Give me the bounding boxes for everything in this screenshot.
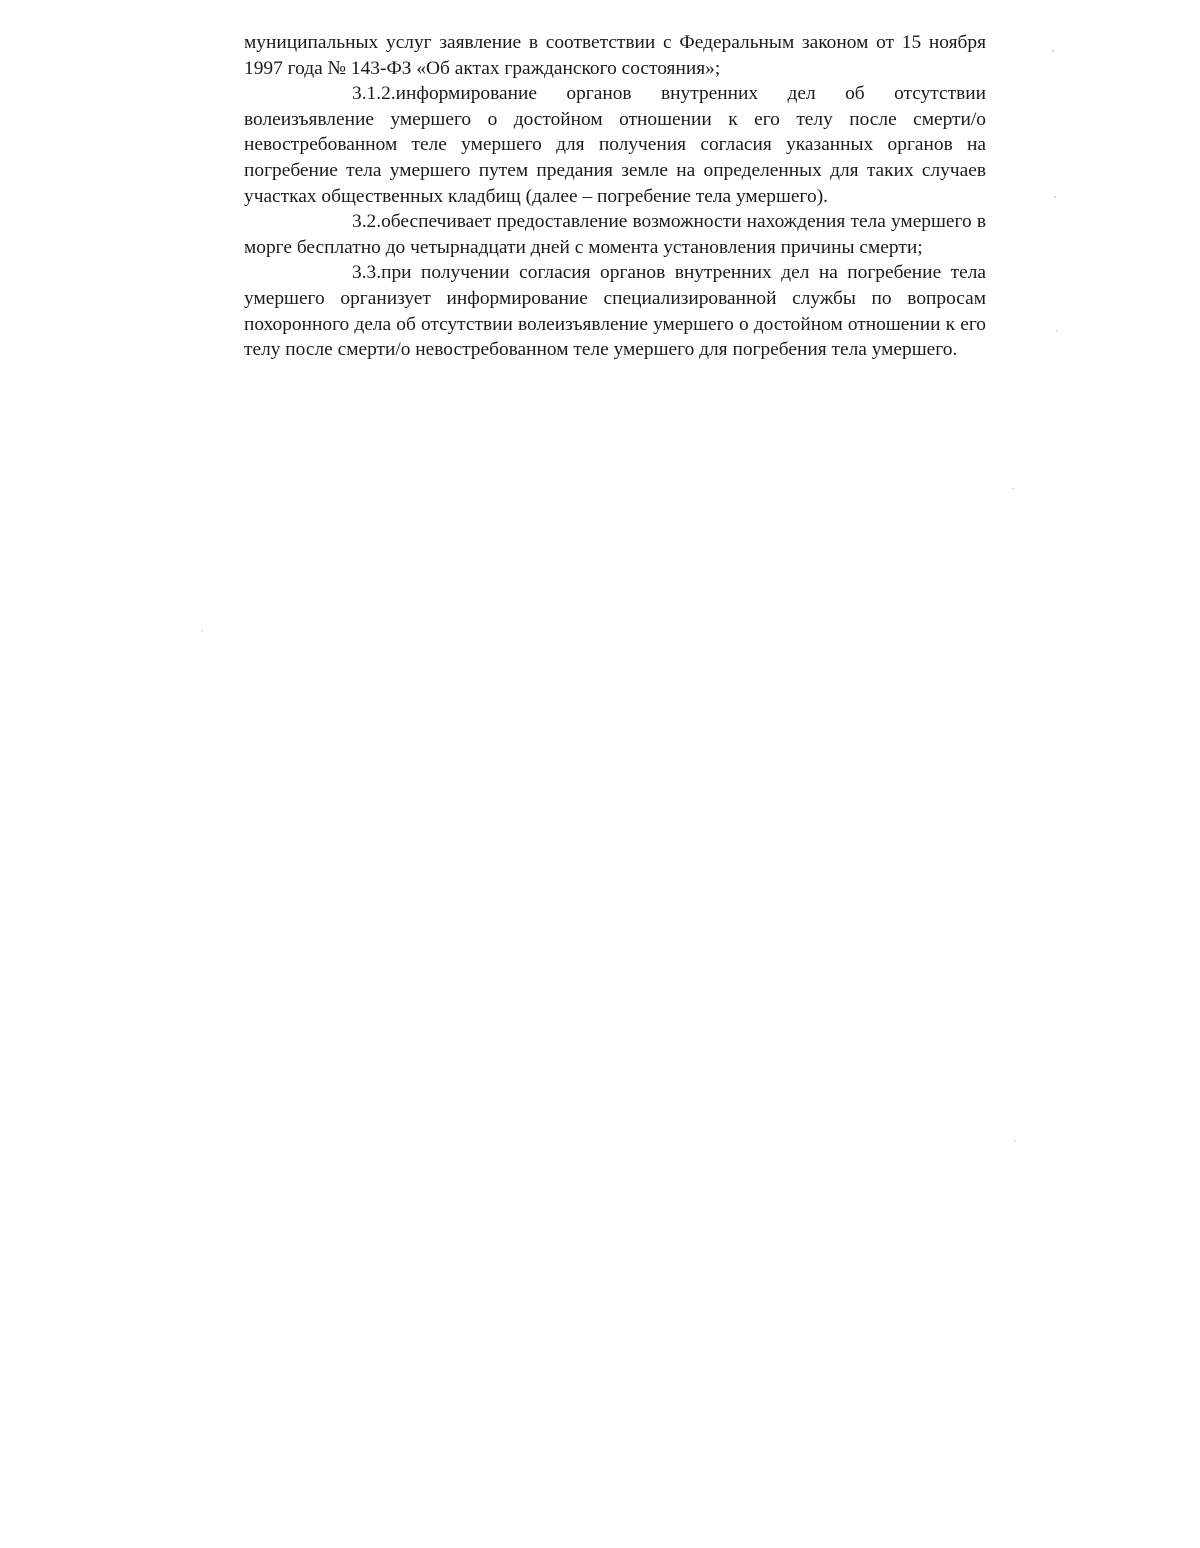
paragraph-text: обеспечивает предоставление возможности нахождения тела умершего в морге бесплатно до четырнадцати дней с момента установления причины смерти;: [244, 211, 986, 258]
paragraph-number: 3.1.2.: [352, 83, 396, 105]
document-body: [244, 30, 986, 363]
scan-speck: [1054, 196, 1056, 198]
scan-speck: [1012, 488, 1014, 489]
scan-speck: [1014, 1140, 1016, 1141]
scan-speck: [202, 630, 203, 632]
paragraph-3-3: [244, 260, 986, 362]
scan-speck: [1052, 50, 1054, 52]
paragraph-number: 3.2.: [352, 211, 382, 233]
scan-speck: [1056, 330, 1057, 332]
paragraph-3-2: [244, 209, 986, 260]
paragraph-text: при получении согласия органов внутренних дел на погребение тела умершего организует информирование специализированной службы по вопросам похоронного дела об отсутствии волеизъявление умершего о достойном отношении к его телу после смерти/о невостребованном теле умершего для погребения тела умершего.: [244, 262, 986, 361]
paragraph-3-1-2: [244, 81, 986, 209]
paragraph-continuation: [244, 30, 986, 81]
paragraph-number: 3.3.: [352, 262, 382, 284]
paragraph-text: информирование органов внутренних дел об отсутствии волеизъявление умершего о достойном отношении к его телу после смерти/о невостребованном теле умершего для получения согласия указанных органов на погребение тела умершего путем предания земле на определенных для таких случаев участках общественных кладбищ (далее – погребение тела умершего).: [244, 83, 986, 207]
paragraph-text: муниципальных услуг заявление в соответствии с Федеральным законом от 15 ноября 1997 года № 143-ФЗ «Об актах гражданского состояния»;: [244, 32, 986, 79]
